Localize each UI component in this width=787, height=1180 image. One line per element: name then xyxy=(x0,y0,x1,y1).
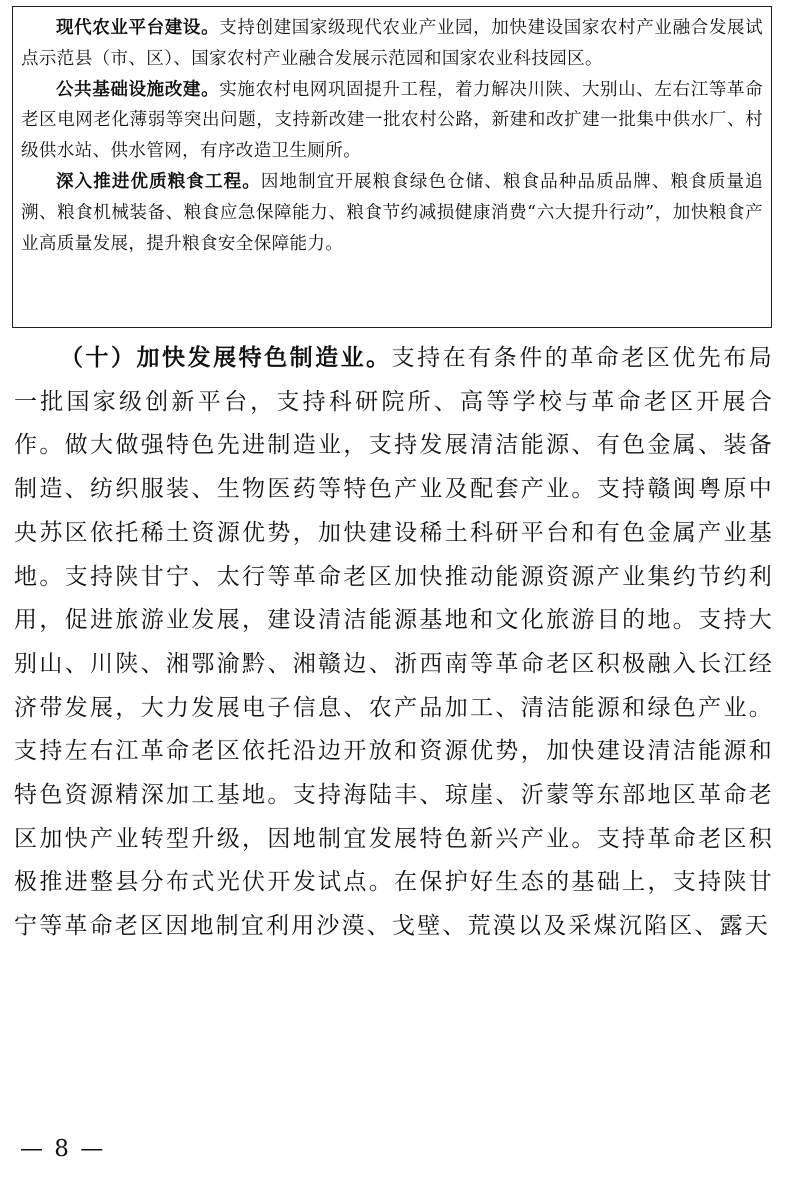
main-paragraph xyxy=(14,337,774,949)
section-text: 支持在有条件的革命老区优先布局一批国家级创新平台，支持科研院所、高等学校与革命老区开展合作。做大做强特色先进制造业，支持发展清洁能源、有色金属、装备制造、纺织服装、生物医药等特色产业及配套产业。支持赣闽粤原中央苏区依托稀土资源优势，加快建设稀土科研平台和有色金属产业基地。支持陕甘宁、太行等革命老区加快推动能源资源产业集约节约利用，促进旅游业发展，建设清洁能源基地和文化旅游目的地。支持大别山、川陕、湘鄂渝黔、湘赣边、浙西南等革命老区积极融入长江经济带发展，大力发展电子信息、农产品加工、清洁能源和绿色产业。支持左右江革命老区依托沿边开放和资源优势，加快建设清洁能源和特色资源精深加工基地。支持海陆丰、琼崖、沂蒙等东部地区革命老区加快产业转型升级，因地制宜发展特色新兴产业。支持革命老区积极推进整县分布式光伏开发试点。在保护好生态的基础上，支持陕甘宁等革命老区因地制宜利用沙漠、戈壁、荒漠以及采煤沉陷区、露天 xyxy=(14,345,774,940)
main-body xyxy=(14,337,774,949)
box-paragraph xyxy=(21,167,763,259)
page-number: — 8 — xyxy=(20,1136,106,1162)
section-heading: （十）加快发展特色制造业。 xyxy=(60,345,392,371)
paragraph-lead: 公共基础设施改建。 xyxy=(56,79,220,100)
paragraph-lead: 现代农业平台建设。 xyxy=(56,18,220,38)
paragraph-text: 因地制宜开展粮食绿色仓储、粮食品种品质品牌、粮食质量追溯、粮食机械装备、粮食应急保障能力、粮食节约减损健康消费“六大提升行动”，加快粮食产业高质量发展，提升粮食安全保障能力。 xyxy=(21,171,763,254)
box-paragraph xyxy=(21,13,763,75)
paragraph-text: 支持创建国家级现代农业产业园，加快建设国家农村产业融合发展试点示范县（市、区）、国家农村产业融合发展示范园和国家农业科技园区。 xyxy=(21,18,764,69)
paragraph-text: 实施农村电网巩固提升工程，着力解决川陕、大别山、左右江等革命老区电网老化薄弱等突出问题，支持新改建一批农村公路，新建和改扩建一批集中供水厂、村级供水站、供水管网，有序改造卫生厕所。 xyxy=(21,79,764,162)
boxed-section xyxy=(12,6,772,328)
box-paragraph xyxy=(21,75,763,167)
paragraph-lead: 深入推进优质粮食工程。 xyxy=(56,171,261,192)
